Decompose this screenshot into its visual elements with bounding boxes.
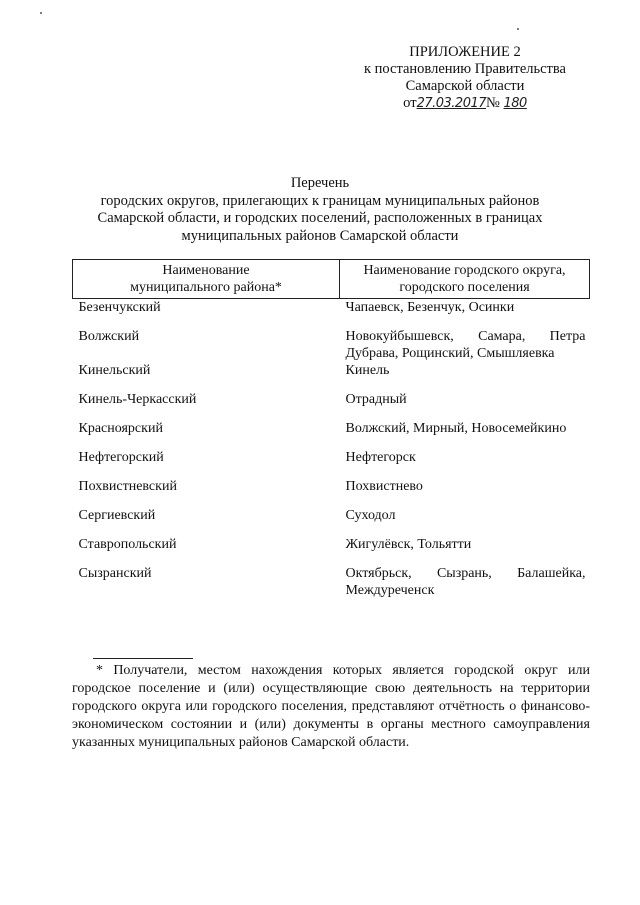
settlement-cell — [340, 328, 590, 362]
table-row — [73, 536, 590, 565]
settlement-line: Дубрава, Рощинский, Смышляевка — [345, 346, 555, 361]
appendix-date-line — [355, 95, 575, 112]
settlement-cell — [340, 536, 590, 565]
table-row — [73, 507, 590, 536]
district-cell: Безенчукский — [78, 300, 161, 315]
settlement-line: Чапаевск, Безенчук, Осинки — [345, 300, 515, 315]
table-header-row — [73, 260, 590, 299]
header-settlement-line-1: Наименование городского округа, — [363, 263, 566, 278]
scan-speck — [517, 28, 519, 30]
settlement-line: Нефтегорск — [345, 450, 416, 465]
footnote-separator — [93, 658, 193, 659]
district-cell: Красноярский — [78, 421, 163, 436]
district-cell: Волжский — [78, 329, 140, 344]
district-cell: Сергиевский — [78, 508, 156, 523]
handwritten-number: 180 — [503, 96, 527, 111]
settlement-line: Волжский, Мирный, Новосемейкино — [345, 421, 567, 436]
title-line-3: Самарской области, и городских поселений, расположенных в границах — [97, 210, 543, 226]
table-row — [73, 449, 590, 478]
handwritten-date: 27.03.2017 — [416, 96, 487, 111]
settlement-cell — [340, 449, 590, 478]
settlement-line: Новокуйбышевск, Самара, Петра — [345, 329, 586, 344]
settlement-cell — [340, 299, 590, 329]
date-prefix: от — [403, 95, 417, 111]
number-prefix: № — [486, 95, 500, 111]
table-row — [73, 420, 590, 449]
table-row — [73, 328, 590, 362]
header-district — [73, 260, 340, 299]
header-district-line-1: Наименование — [162, 263, 250, 278]
settlement-line: Жигулёвск, Тольятти — [345, 537, 472, 552]
settlement-line: Октябрьск, Сызрань, Балашейка, — [345, 566, 586, 581]
table-row — [73, 299, 590, 329]
appendix-line-1: к постановлению Правительства — [364, 61, 566, 77]
footnote: * Получатели, местом нахождения которых является городской округ или городское поселение и (или) осуществляющие свою деятельность на территории городского округа или городского поселения, представляют отчётность о финансово-экономическом состоянии и (или) документы в органы местного самоуправления указанных муниципальных районов Самарской области. — [72, 663, 590, 750]
document-title — [70, 175, 570, 245]
appendix-line-2: Самарской области — [405, 78, 525, 94]
table-row — [73, 362, 590, 391]
table-row — [73, 478, 590, 507]
title-line-1: Перечень — [290, 175, 350, 191]
title-line-4: муниципальных районов Самарской области — [181, 227, 459, 244]
settlement-line: Суходол — [345, 508, 396, 523]
header-settlement — [340, 260, 590, 299]
district-cell: Кинель-Черкасский — [78, 392, 197, 407]
district-cell: Нефтегорский — [78, 450, 164, 465]
appendix-title: ПРИЛОЖЕНИЕ 2 — [409, 44, 521, 60]
scan-speck — [40, 12, 42, 14]
appendix-block — [355, 44, 575, 112]
settlement-line: Отрадный — [345, 392, 407, 407]
district-cell: Сызранский — [78, 566, 152, 581]
settlement-cell — [340, 507, 590, 536]
settlement-cell — [340, 478, 590, 507]
header-district-line-2: муниципального района* — [130, 280, 282, 295]
district-cell: Кинельский — [78, 363, 151, 378]
title-line-2: городских округов, прилегающих к границам муниципальных районов — [100, 192, 540, 209]
settlement-line: Кинель — [345, 363, 390, 378]
settlement-cell — [340, 362, 590, 391]
table-body — [73, 299, 590, 600]
district-cell: Ставропольский — [78, 537, 177, 552]
settlement-cell — [340, 391, 590, 420]
settlement-line: Междуреченск — [345, 583, 435, 598]
table-row — [73, 565, 590, 599]
districts-table — [72, 259, 590, 599]
settlement-cell — [340, 565, 590, 599]
settlement-line: Похвистнево — [345, 479, 423, 494]
table-row — [73, 391, 590, 420]
district-cell: Похвистневский — [78, 479, 177, 494]
header-settlement-line-2: городского поселения — [399, 280, 530, 295]
settlement-cell — [340, 420, 590, 449]
